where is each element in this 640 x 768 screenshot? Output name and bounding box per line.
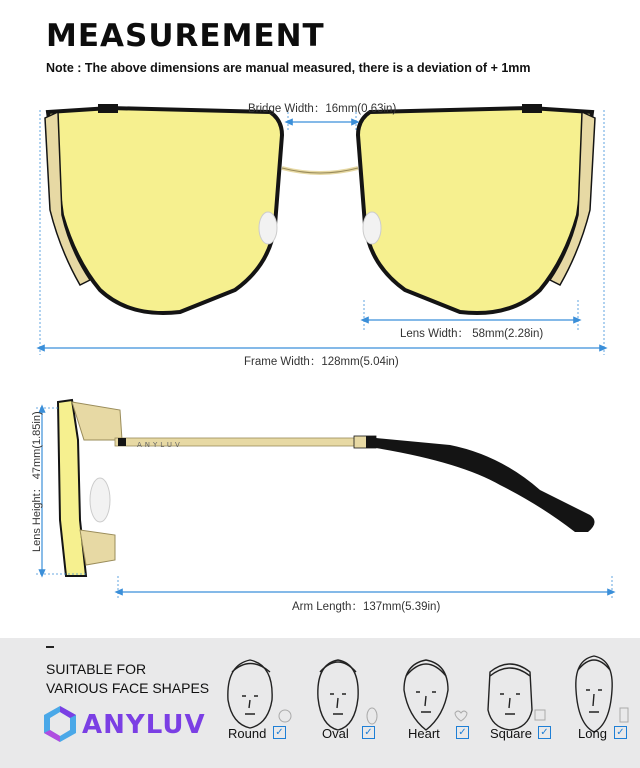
check-round-icon: ✓ [273, 726, 286, 739]
check-square-icon: ✓ [538, 726, 551, 739]
face-label-round: Round [228, 726, 267, 741]
left-nose-pad [259, 212, 277, 244]
lens-height-label: Lens Height： 47mm(1.85in) [31, 411, 43, 552]
frame-width-label: Frame Width：128mm(5.04in) [244, 356, 399, 368]
divider-dash [46, 646, 54, 648]
face-label-oval: Oval [322, 726, 349, 741]
page-title: MEASUREMENT [46, 18, 325, 54]
face-label-heart: Heart [408, 726, 440, 741]
bridge-width-label: Bridge Width：16mm(0.63in) [248, 103, 397, 115]
lens-width-label: Lens Width： 58mm(2.28in) [400, 328, 544, 340]
side-nose-pad [90, 478, 110, 522]
face-label-long: Long [578, 726, 607, 741]
temple-engraving: ANYLUV [137, 441, 183, 449]
check-oval-icon: ✓ [362, 726, 375, 739]
right-nose-pad [363, 212, 381, 244]
measurement-note: Note : The above dimensions are manual measured, there is a deviation of + 1mm [46, 61, 531, 75]
brand-name: ANYLUV [82, 710, 206, 740]
side-temple-tip [376, 438, 595, 532]
suitable-line-2: VARIOUS FACE SHAPES [46, 680, 210, 696]
side-frame-top [72, 402, 122, 440]
suitable-line-1: SUITABLE FOR [46, 661, 147, 677]
arm-length-label: Arm Length：137mm(5.39in) [292, 601, 441, 613]
glasses-side-view [58, 400, 595, 576]
check-heart-icon: ✓ [456, 726, 469, 739]
suitable-text [46, 660, 209, 698]
glasses-front-view [45, 104, 595, 313]
face-shapes-panel [0, 638, 640, 768]
face-label-square: Square [490, 726, 532, 741]
check-long-icon: ✓ [614, 726, 627, 739]
